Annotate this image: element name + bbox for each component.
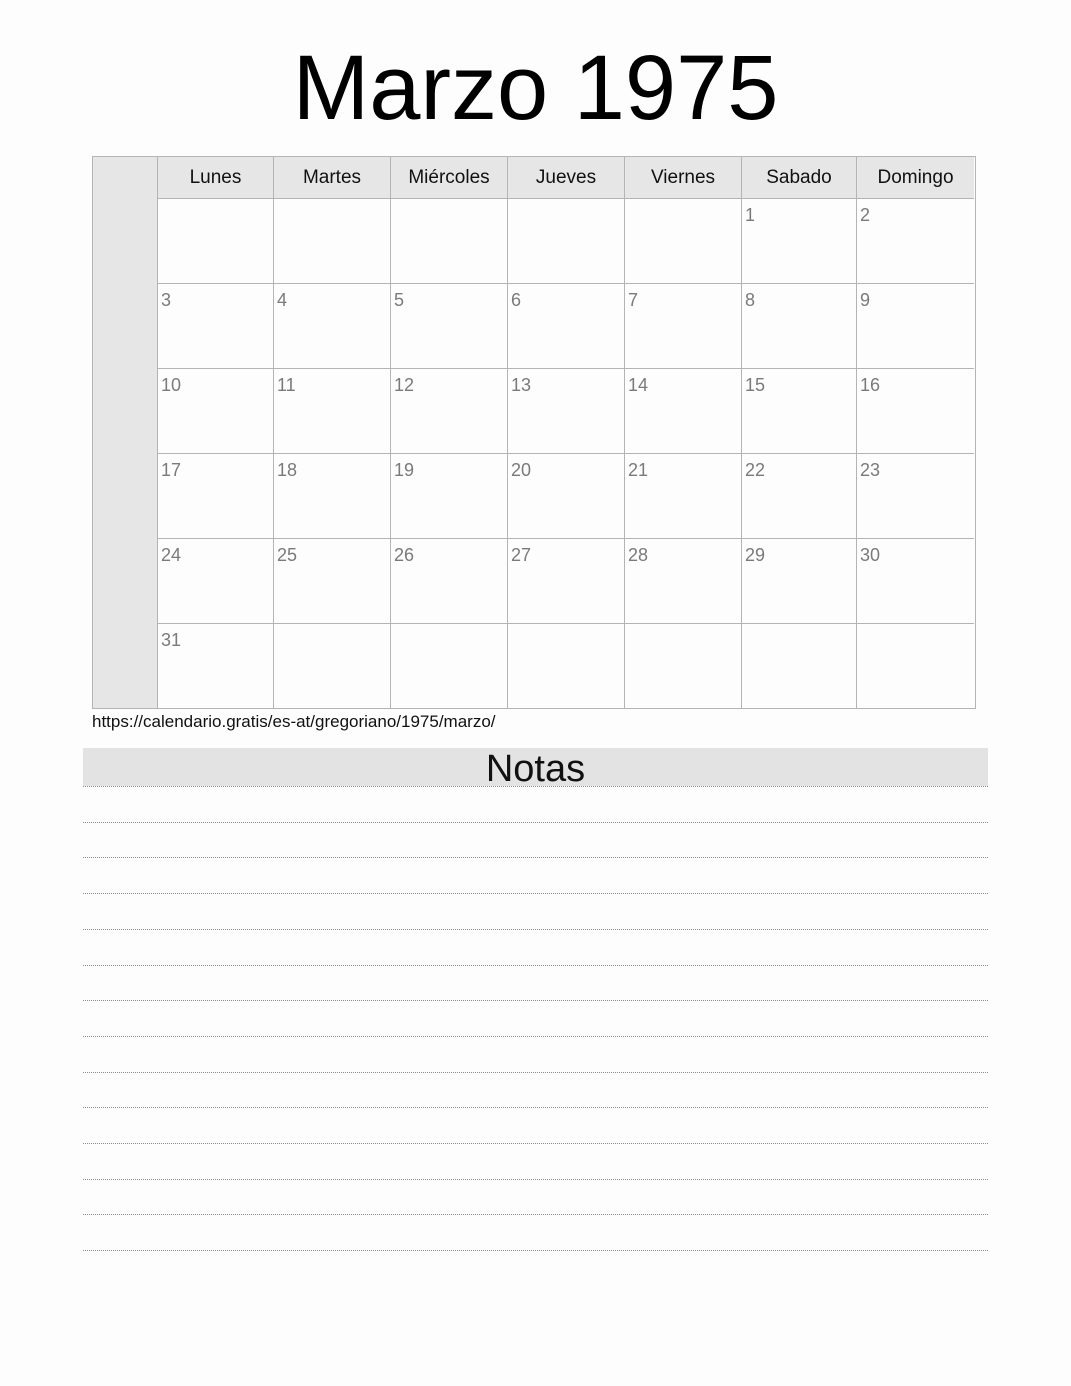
day-number: 20 [511, 460, 532, 480]
day-cell [391, 369, 508, 454]
day-number: 9 [860, 290, 871, 310]
weekday-header: Miércoles [391, 157, 508, 199]
day-cell [625, 369, 742, 454]
note-line [83, 1143, 988, 1144]
day-cell [625, 624, 742, 709]
note-line [83, 1214, 988, 1215]
note-line [83, 893, 988, 894]
day-cell [391, 454, 508, 539]
day-cell [274, 369, 391, 454]
day-number: 27 [511, 545, 532, 565]
day-cell [625, 199, 742, 284]
calendar-grid [92, 156, 976, 709]
day-number: 2 [860, 205, 871, 225]
day-cell [742, 454, 857, 539]
weekday-header: Martes [274, 157, 391, 199]
day-number: 11 [277, 375, 296, 395]
day-cell [158, 369, 274, 454]
day-cell [742, 199, 857, 284]
day-cell [742, 284, 857, 369]
day-cell [158, 454, 274, 539]
note-line [83, 786, 988, 787]
notes-title: Notas [83, 748, 988, 786]
day-cell [508, 369, 625, 454]
weekday-header: Sabado [742, 157, 857, 199]
note-line [83, 965, 988, 966]
day-cell [391, 539, 508, 624]
day-cell [857, 539, 974, 624]
day-cell [274, 539, 391, 624]
day-cell [857, 369, 974, 454]
day-cell [274, 624, 391, 709]
day-cell [857, 624, 974, 709]
day-cell [508, 199, 625, 284]
day-number: 8 [745, 290, 756, 310]
day-cell [742, 369, 857, 454]
day-number: 30 [860, 545, 881, 565]
day-number: 12 [394, 375, 415, 395]
day-number: 29 [745, 545, 766, 565]
day-number: 24 [161, 545, 182, 565]
day-cell [274, 454, 391, 539]
source-url[interactable]: https://calendario.gratis/es-at/gregoriano/1975/marzo/ [92, 712, 496, 731]
day-cell [857, 284, 974, 369]
day-number: 6 [511, 290, 522, 310]
day-cell [625, 539, 742, 624]
day-number: 4 [277, 290, 288, 310]
day-cell [391, 624, 508, 709]
day-number: 1 [745, 205, 756, 225]
page-title: Marzo 1975 [292, 37, 779, 139]
day-cell [742, 624, 857, 709]
note-line [83, 929, 988, 930]
note-line [83, 1107, 988, 1108]
day-number: 15 [745, 375, 766, 395]
day-cell [508, 454, 625, 539]
day-number: 21 [628, 460, 649, 480]
week-number-column [93, 157, 158, 708]
day-number: 28 [628, 545, 649, 565]
note-line [83, 1072, 988, 1073]
day-number: 25 [277, 545, 298, 565]
day-cell [158, 199, 274, 284]
note-line [83, 1250, 988, 1251]
day-number: 31 [161, 630, 182, 650]
day-cell [508, 624, 625, 709]
weekday-header: Lunes [158, 157, 274, 199]
day-number: 7 [628, 290, 639, 310]
day-number: 5 [394, 290, 405, 310]
day-cell [391, 284, 508, 369]
day-cell [857, 199, 974, 284]
day-cell [508, 284, 625, 369]
calendar-days-grid [158, 157, 976, 708]
day-number: 13 [511, 375, 532, 395]
day-number: 14 [628, 375, 649, 395]
weekday-header: Viernes [625, 157, 742, 199]
day-number: 23 [860, 460, 881, 480]
day-number: 17 [161, 460, 182, 480]
note-line [83, 1036, 988, 1037]
weekday-header: Jueves [508, 157, 625, 199]
note-line [83, 1000, 988, 1001]
weekday-header: Domingo [857, 157, 974, 199]
note-line [83, 857, 988, 858]
note-line [83, 822, 988, 823]
day-number: 16 [860, 375, 881, 395]
note-line [83, 1179, 988, 1180]
day-cell [274, 199, 391, 284]
day-cell [391, 199, 508, 284]
day-number: 22 [745, 460, 766, 480]
day-cell [274, 284, 391, 369]
day-cell [857, 454, 974, 539]
day-cell [625, 284, 742, 369]
day-cell [508, 539, 625, 624]
day-cell [158, 539, 274, 624]
day-number: 19 [394, 460, 415, 480]
day-number: 3 [161, 290, 172, 310]
day-number: 18 [277, 460, 298, 480]
day-number: 26 [394, 545, 415, 565]
day-cell [158, 624, 274, 709]
day-number: 10 [161, 375, 182, 395]
day-cell [742, 539, 857, 624]
day-cell [158, 284, 274, 369]
day-cell [625, 454, 742, 539]
